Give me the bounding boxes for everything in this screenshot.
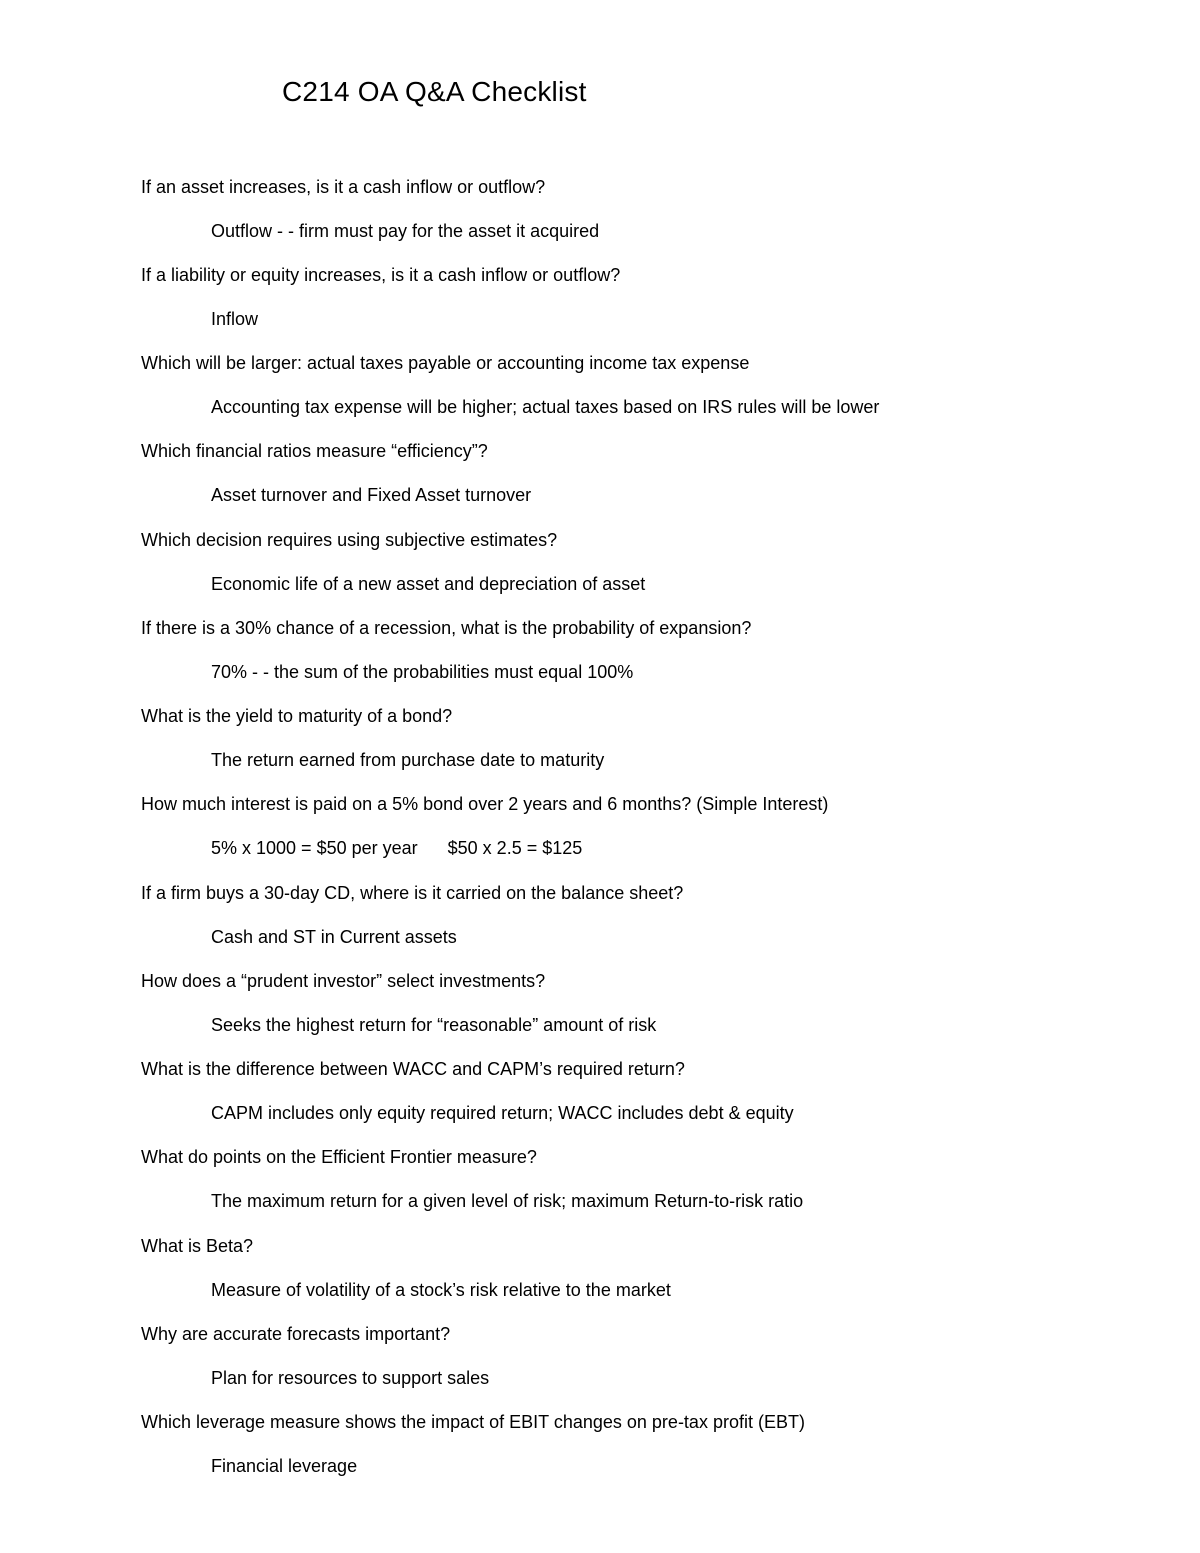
answer-text: CAPM includes only equity required return; WACC includes debt & equity (211, 1103, 794, 1123)
answer-text: Accounting tax expense will be higher; actual taxes based on IRS rules will be lower (211, 397, 880, 417)
answer-text: Financial leverage (211, 1456, 358, 1476)
question-text: Which leverage measure shows the impact of EBIT changes on pre-tax profit (EBT) (141, 1412, 805, 1432)
answer-text: Asset turnover and Fixed Asset turnover (211, 485, 532, 505)
answer-text: Plan for resources to support sales (211, 1368, 490, 1388)
answer-text: Seeks the highest return for “reasonable” amount of risk (211, 1015, 657, 1035)
answer-text: Economic life of a new asset and depreciation of asset (211, 574, 646, 594)
question-text: How much interest is paid on a 5% bond over 2 years and 6 months? (Simple Interest) (141, 794, 829, 814)
answer-text: Cash and ST in Current assets (211, 927, 457, 947)
question-text: If an asset increases, is it a cash inflow or outflow? (141, 177, 546, 197)
answer-text: Measure of volatility of a stock’s risk relative to the market (211, 1280, 671, 1300)
question-text: Which financial ratios measure “efficiency”? (141, 441, 488, 461)
question-text: If a liability or equity increases, is it a cash inflow or outflow? (141, 265, 621, 285)
question-text: Which decision requires using subjective estimates? (141, 530, 558, 550)
question-text: What is the yield to maturity of a bond? (141, 706, 453, 726)
question-text: How does a “prudent investor” select investments? (141, 971, 546, 991)
question-text: If there is a 30% chance of a recession, what is the probability of expansion? (141, 618, 752, 638)
answer-text: Inflow (211, 309, 259, 329)
question-text: Why are accurate forecasts important? (141, 1324, 451, 1344)
question-text: Which will be larger: actual taxes payable or accounting income tax expense (141, 353, 750, 373)
answer-text: The maximum return for a given level of risk; maximum Return-to-risk ratio (211, 1191, 804, 1211)
answer-text: Outflow - - firm must pay for the asset it acquired (211, 221, 600, 241)
answer-text: The return earned from purchase date to maturity (211, 750, 605, 770)
question-text: What is Beta? (141, 1236, 254, 1256)
page-title: C214 OA Q&A Checklist (282, 76, 587, 107)
question-text: What is the difference between WACC and CAPM’s required return? (141, 1059, 685, 1079)
answer-text: 70% - - the sum of the probabilities must equal 100% (211, 662, 634, 682)
question-text: If a firm buys a 30-day CD, where is it carried on the balance sheet? (141, 883, 684, 903)
question-text: What do points on the Efficient Frontier measure? (141, 1147, 537, 1167)
answer-text: 5% x 1000 = $50 per year $50 x 2.5 = $125 (211, 838, 583, 858)
